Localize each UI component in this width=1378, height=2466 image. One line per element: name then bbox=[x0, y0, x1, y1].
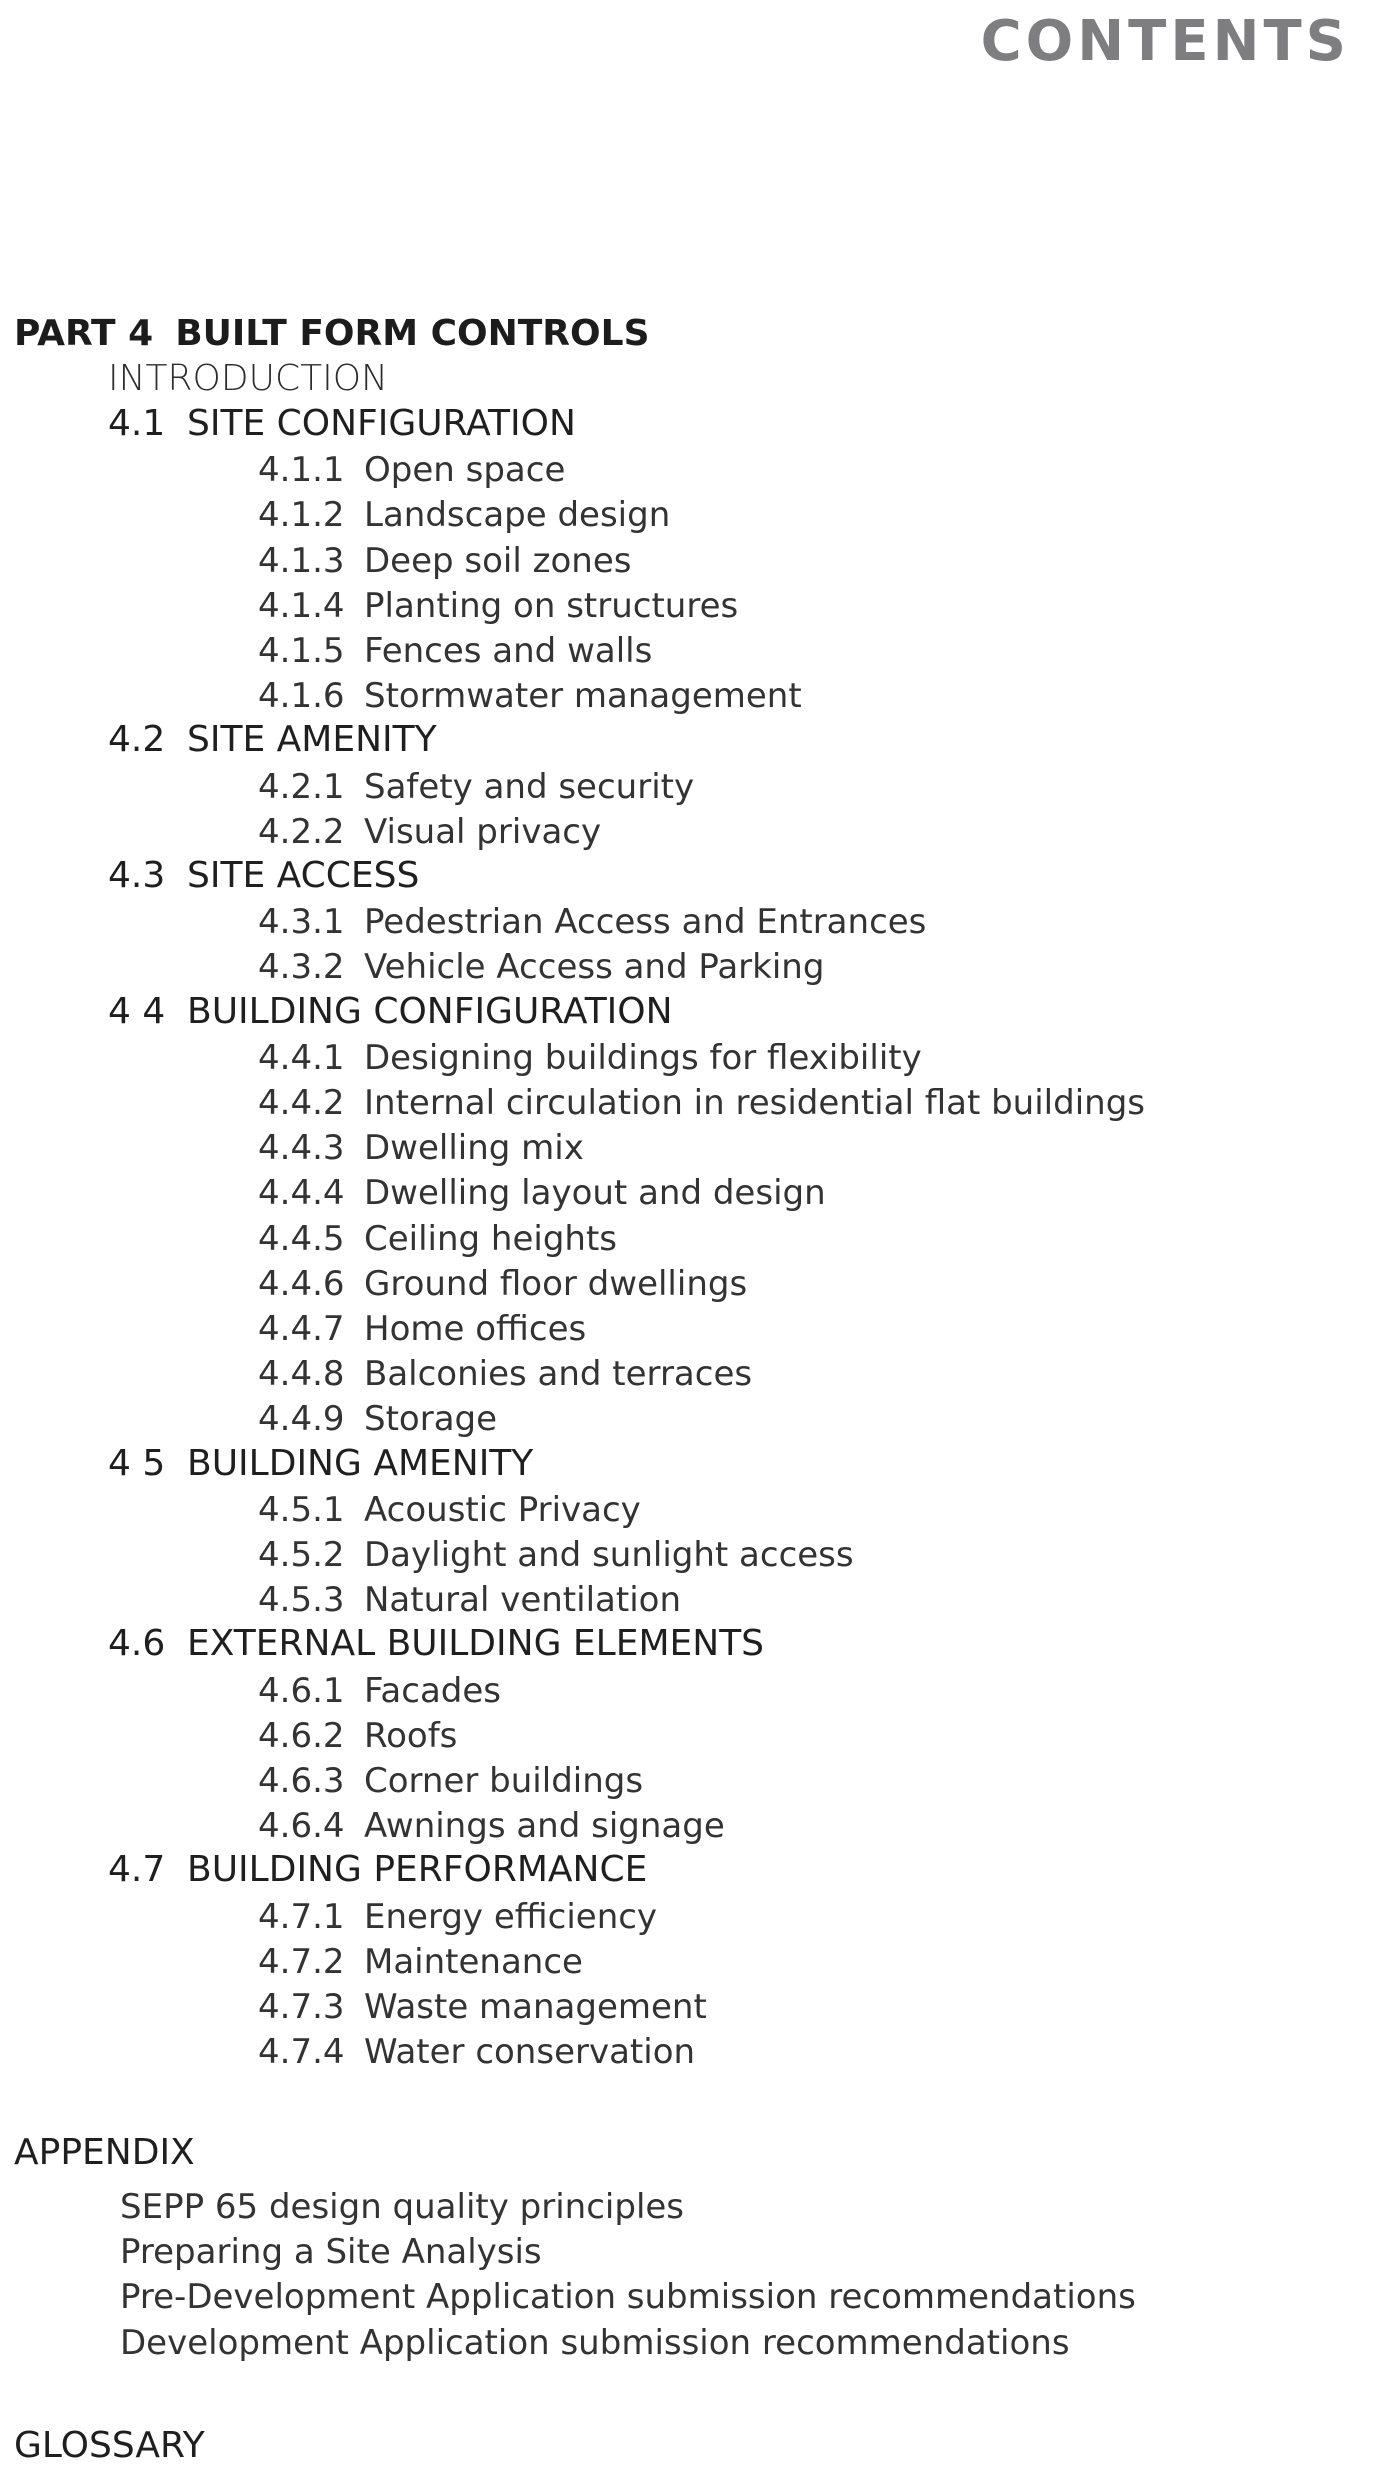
appendix-item[interactable]: Preparing a Site Analysis bbox=[120, 2232, 542, 2273]
subsection-number: 4.1.2 bbox=[258, 495, 345, 536]
subsection-number: 4.7.4 bbox=[258, 2032, 345, 2073]
subsection-title: Balconies and terraces bbox=[364, 1354, 753, 1395]
page-title: CONTENTS bbox=[980, 9, 1350, 74]
subsection-title: Home offices bbox=[364, 1309, 587, 1349]
section-title: BUILDING CONFIGURATION bbox=[187, 990, 673, 1032]
toc-section-3[interactable] bbox=[108, 855, 420, 896]
subsection-number: 4.4.2 bbox=[258, 1083, 345, 1123]
toc-section-4[interactable] bbox=[108, 990, 673, 1032]
section-number: 4.6 bbox=[108, 1623, 166, 1665]
subsection-number: 4.4.6 bbox=[258, 1263, 345, 1304]
subsection-number: 4.4.9 bbox=[258, 1399, 345, 1440]
subsection-number: 4.4.4 bbox=[258, 1173, 345, 1214]
subsection-number: 4.5.3 bbox=[258, 1580, 345, 1621]
subsection-title: Waste management bbox=[364, 1987, 707, 2027]
toc-section-2[interactable] bbox=[108, 719, 437, 761]
toc-subsection-item[interactable] bbox=[258, 1128, 584, 1169]
toc-subsection-item[interactable] bbox=[258, 1806, 725, 1847]
subsection-number: 4.2.2 bbox=[258, 811, 345, 852]
section-title: BUILDING AMENITY bbox=[187, 1442, 534, 1484]
toc-subsection-item[interactable] bbox=[258, 1896, 658, 1937]
toc-subsection-item[interactable] bbox=[258, 540, 632, 581]
subsection-title: Storage bbox=[364, 1399, 498, 1440]
toc-subsection-item[interactable] bbox=[258, 1173, 826, 1214]
section-number: 4.7 bbox=[108, 1849, 166, 1891]
subsection-title: Energy efficiency bbox=[364, 1896, 658, 1937]
subsection-title: Vehicle Access and Parking bbox=[364, 947, 825, 988]
subsection-number: 4.6.3 bbox=[258, 1761, 345, 1801]
subsection-number: 4.4.1 bbox=[258, 1037, 345, 1078]
toc-subsection-item[interactable] bbox=[258, 1309, 587, 1349]
part-title: BUILT FORM CONTROLS bbox=[175, 313, 650, 354]
subsection-number: 4.3.2 bbox=[258, 947, 345, 988]
subsection-number: 4.6.1 bbox=[258, 1670, 345, 1711]
appendix-item[interactable]: SEPP 65 design quality principles bbox=[120, 2187, 685, 2227]
subsection-title: Natural ventilation bbox=[364, 1580, 681, 1621]
toc-subsection-item[interactable] bbox=[258, 1670, 502, 1711]
subsection-title: Dwelling layout and design bbox=[364, 1173, 826, 1214]
toc-subsection-item[interactable] bbox=[258, 1535, 854, 1575]
subsection-number: 4.3.1 bbox=[258, 902, 345, 943]
subsection-title: Water conservation bbox=[364, 2032, 696, 2073]
subsection-title: Ceiling heights bbox=[364, 1218, 618, 1259]
subsection-number: 4.1.5 bbox=[258, 631, 345, 671]
toc-section-7[interactable] bbox=[108, 1849, 648, 1891]
introduction-entry[interactable]: INTRODUCTION bbox=[108, 358, 388, 399]
toc-subsection-item[interactable] bbox=[258, 902, 927, 943]
subsection-title: Open space bbox=[364, 450, 566, 491]
toc-section-1[interactable] bbox=[108, 403, 576, 444]
subsection-title: Maintenance bbox=[364, 1941, 583, 1982]
subsection-title: Deep soil zones bbox=[364, 540, 632, 581]
subsection-number: 4.6.2 bbox=[258, 1715, 345, 1756]
subsection-title: Planting on structures bbox=[364, 585, 739, 626]
subsection-title: Daylight and sunlight access bbox=[364, 1535, 854, 1575]
section-number: 4.2 bbox=[108, 719, 166, 761]
toc-subsection-item[interactable] bbox=[258, 676, 802, 717]
toc-subsection-item[interactable] bbox=[258, 1037, 922, 1078]
appendix-heading[interactable]: APPENDIX bbox=[14, 2132, 195, 2173]
subsection-number: 4.4.8 bbox=[258, 1354, 345, 1395]
subsection-number: 4.6.4 bbox=[258, 1806, 345, 1847]
subsection-title: Acoustic Privacy bbox=[364, 1489, 641, 1530]
toc-subsection-item[interactable] bbox=[258, 1083, 1145, 1123]
subsection-title: Internal circulation in residential flat buildings bbox=[364, 1083, 1145, 1123]
subsection-number: 4.5.2 bbox=[258, 1535, 345, 1575]
toc-subsection-item[interactable] bbox=[258, 495, 671, 536]
toc-subsection-item[interactable] bbox=[258, 1761, 644, 1801]
section-title: BUILDING PERFORMANCE bbox=[187, 1849, 648, 1891]
subsection-number: 4.1.3 bbox=[258, 540, 345, 581]
section-number: 4.3 bbox=[108, 855, 166, 896]
subsection-number: 4.1.4 bbox=[258, 585, 345, 626]
subsection-title: Ground floor dwellings bbox=[364, 1263, 748, 1304]
toc-subsection-item[interactable] bbox=[258, 1715, 458, 1756]
subsection-number: 4.7.1 bbox=[258, 1896, 345, 1937]
toc-subsection-item[interactable] bbox=[258, 631, 653, 671]
toc-subsection-item[interactable] bbox=[258, 1941, 583, 1982]
toc-subsection-item[interactable] bbox=[258, 766, 695, 807]
section-number: 4 4 bbox=[108, 990, 166, 1032]
toc-subsection-item[interactable] bbox=[258, 1987, 707, 2027]
part-number: PART 4 bbox=[14, 313, 154, 354]
section-number: 4.1 bbox=[108, 403, 166, 444]
toc-subsection-item[interactable] bbox=[258, 1263, 748, 1304]
appendix-item[interactable]: Development Application submission recommendations bbox=[120, 2322, 1070, 2363]
toc-subsection-item[interactable] bbox=[258, 2032, 696, 2073]
subsection-number: 4.4.3 bbox=[258, 1128, 345, 1169]
section-title: SITE ACCESS bbox=[187, 855, 420, 896]
subsection-title: Awnings and signage bbox=[364, 1806, 725, 1847]
subsection-number: 4.1.6 bbox=[258, 676, 345, 717]
section-title: EXTERNAL BUILDING ELEMENTS bbox=[187, 1623, 765, 1665]
subsection-number: 4.7.2 bbox=[258, 1941, 345, 1982]
section-number: 4 5 bbox=[108, 1442, 166, 1484]
subsection-number: 4.4.7 bbox=[258, 1309, 345, 1349]
glossary-heading[interactable]: GLOSSARY bbox=[14, 2425, 205, 2466]
toc-subsection-item[interactable] bbox=[258, 947, 825, 988]
subsection-title: Landscape design bbox=[364, 495, 671, 536]
toc-subsection-item[interactable] bbox=[258, 450, 566, 491]
subsection-number: 4.7.3 bbox=[258, 1987, 345, 2027]
subsection-title: Stormwater management bbox=[364, 676, 802, 717]
subsection-title: Facades bbox=[364, 1670, 502, 1711]
subsection-title: Corner buildings bbox=[364, 1761, 644, 1801]
section-title: SITE AMENITY bbox=[187, 719, 437, 761]
toc-subsection-item[interactable] bbox=[258, 1354, 753, 1395]
subsection-number: 4.5.1 bbox=[258, 1489, 345, 1530]
part-heading bbox=[14, 313, 650, 354]
toc-subsection-item[interactable] bbox=[258, 1580, 681, 1621]
subsection-title: Pedestrian Access and Entrances bbox=[364, 902, 927, 943]
appendix-item[interactable]: Pre-Development Application submission recommendations bbox=[120, 2277, 1136, 2318]
toc-subsection-item[interactable] bbox=[258, 1218, 618, 1259]
toc-subsection-item[interactable] bbox=[258, 585, 739, 626]
subsection-title: Safety and security bbox=[364, 766, 695, 807]
subsection-title: Visual privacy bbox=[364, 811, 602, 852]
subsection-number: 4.2.1 bbox=[258, 766, 345, 807]
toc-subsection-item[interactable] bbox=[258, 1399, 498, 1440]
subsection-title: Dwelling mix bbox=[364, 1128, 584, 1169]
toc-section-5[interactable] bbox=[108, 1442, 534, 1484]
section-title: SITE CONFIGURATION bbox=[187, 403, 576, 444]
toc-section-6[interactable] bbox=[108, 1623, 765, 1665]
subsection-title: Designing buildings for flexibility bbox=[364, 1037, 922, 1078]
toc-subsection-item[interactable] bbox=[258, 1489, 641, 1530]
subsection-title: Fences and walls bbox=[364, 631, 653, 671]
subsection-title: Roofs bbox=[364, 1715, 458, 1756]
subsection-number: 4.4.5 bbox=[258, 1218, 345, 1259]
subsection-number: 4.1.1 bbox=[258, 450, 345, 491]
toc-subsection-item[interactable] bbox=[258, 811, 602, 852]
